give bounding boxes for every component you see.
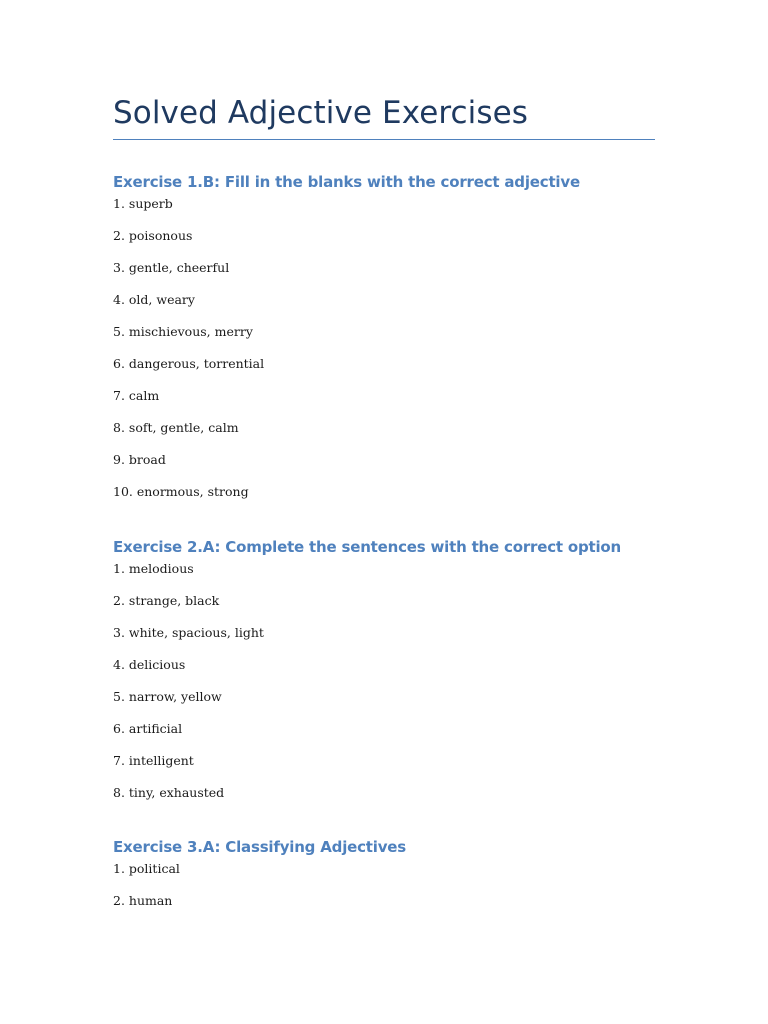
answer-list <box>113 858 655 922</box>
page-title: Solved Adjective Exercises <box>113 95 529 131</box>
answer-item: 5. mischievous, merry <box>113 324 253 339</box>
answer-item: 3. white, spacious, light <box>113 625 264 640</box>
answer-item: 1. superb <box>113 196 173 211</box>
answer-item: 10. enormous, strong <box>113 484 249 499</box>
exercise-section-1 <box>113 171 655 513</box>
title-divider <box>113 139 655 140</box>
answer-item: 2. strange, black <box>113 593 220 608</box>
exercise-section-3 <box>113 836 655 922</box>
answer-item: 8. tiny, exhausted <box>113 785 225 800</box>
answer-item: 2. human <box>113 893 173 908</box>
answer-item: 3. gentle, cheerful <box>113 260 230 275</box>
answer-item: 7. intelligent <box>113 753 194 768</box>
answer-item: 9. broad <box>113 452 166 467</box>
answer-item: 4. old, weary <box>113 292 195 307</box>
answer-list <box>113 193 655 513</box>
exercise-section-2 <box>113 536 655 814</box>
answer-item: 2. poisonous <box>113 228 193 243</box>
answer-item: 4. delicious <box>113 657 186 672</box>
section-heading: Exercise 3.A: Classifying Adjectives <box>113 838 406 856</box>
section-heading: Exercise 2.A: Complete the sentences with the correct option <box>113 538 622 556</box>
answer-item: 7. calm <box>113 388 160 403</box>
answer-item: 6. artificial <box>113 721 183 736</box>
answer-list <box>113 558 655 814</box>
answer-item: 1. political <box>113 861 180 876</box>
answer-item: 5. narrow, yellow <box>113 689 222 704</box>
answer-item: 8. soft, gentle, calm <box>113 420 239 435</box>
section-heading: Exercise 1.B: Fill in the blanks with the correct adjective <box>113 173 580 191</box>
answer-item: 6. dangerous, torrential <box>113 356 265 371</box>
answer-item: 1. melodious <box>113 561 194 576</box>
